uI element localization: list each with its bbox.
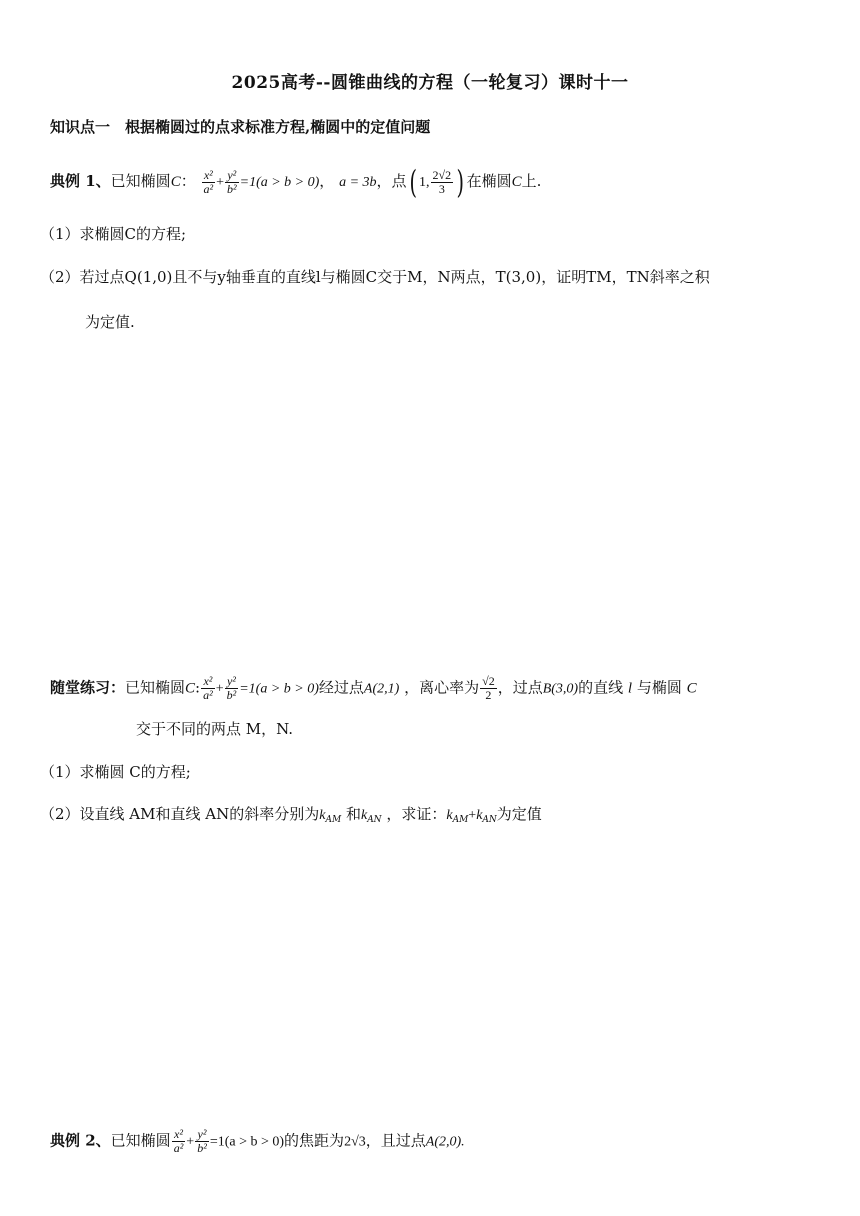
subscript-am: AM — [325, 815, 342, 825]
plus-sign: + — [215, 681, 224, 697]
plus-sign: + — [186, 1134, 195, 1150]
practice-text: ，过点 — [497, 678, 543, 697]
ellipse-symbol: C — [511, 174, 522, 190]
slope-symbol: k — [319, 808, 326, 823]
fraction-x: $\frac{\text{x²}}{\text{a²}}$ — [203, 674, 213, 702]
example1-text: 已知椭圆 — [110, 172, 171, 190]
left-paren: ( — [409, 163, 417, 201]
line-symbol: l — [627, 680, 633, 697]
right-paren: ) — [456, 163, 465, 201]
practice-q2-text: 为定值 — [496, 805, 542, 823]
fraction-x: $\frac{\text{x²}}{\text{a²}}$ — [203, 167, 214, 196]
equation-tail: =1(a > b > 0) — [239, 681, 319, 697]
practice-statement — [50, 675, 697, 702]
ellipse-symbol: C — [686, 680, 697, 697]
equation-tail: =1(a > b > 0) — [239, 175, 320, 190]
eccentricity-fraction: $\frac{√2}{2}$ — [482, 674, 495, 702]
subscript-am: AM — [452, 815, 469, 825]
example2-statement — [50, 1128, 465, 1155]
fraction-y: $\frac{\text{y²}}{\text{b²}}$ — [197, 1127, 207, 1155]
point-b: B(3,0) — [542, 681, 579, 697]
ellipse-symbol: C — [185, 680, 196, 697]
plus-sign: + — [216, 175, 225, 190]
subscript-an: AN — [367, 815, 382, 825]
practice-text: ，离心率为 — [404, 678, 480, 697]
example2-text: ，且过点 — [365, 1131, 426, 1150]
slope-symbol: k — [446, 808, 453, 823]
practice-text: 已知椭圆 — [125, 678, 186, 697]
subscript-an: AN — [482, 815, 497, 825]
practice-text: 与椭圆 — [636, 678, 682, 697]
example1-question2-line2: 为定值. — [85, 313, 135, 331]
example1-question2-line1: （2）若过点Q(1,0)且不与y轴垂直的直线l与椭圆C交于M，N两点，T(3,0)，证明TM，TN斜率之积 — [40, 268, 710, 286]
practice-text: 经过点 — [318, 678, 364, 697]
colon: : — [195, 678, 201, 697]
example1-label: 典例 1、 — [50, 172, 111, 190]
colon: ： — [180, 172, 196, 190]
plus-sign: + — [468, 808, 477, 823]
practice-label: 随堂练习： — [50, 678, 126, 697]
example1-statement — [50, 163, 542, 201]
practice-question2 — [40, 802, 542, 832]
practice-q2-text: 和 — [345, 805, 361, 823]
example1-text: 在椭圆 — [466, 172, 512, 190]
practice-q2-text: （2）设直线 AM和直线 AN的斜率分别为 — [40, 805, 320, 823]
practice-statement-line2: 交于不同的两点 M，N. — [136, 720, 294, 738]
fraction-y: $\frac{\text{y²}}{\text{b²}}$ — [227, 167, 237, 196]
example1-text: 上. — [521, 172, 542, 190]
practice-text: 的直线 — [578, 678, 624, 697]
practice-q2-text: ，求证： — [386, 805, 447, 823]
fraction-y: $\frac{\text{y²}}{\text{b²}}$ — [226, 674, 237, 702]
condition: a = 3b — [339, 175, 377, 190]
focal-length: 2√3 — [344, 1134, 366, 1150]
example1-question1: （1）求椭圆C的方程; — [40, 225, 187, 243]
slope-symbol: k — [360, 808, 368, 823]
example1-text: ，点 — [376, 172, 407, 190]
point-a: A(2,1) — [363, 681, 400, 697]
practice-question1: （1）求椭圆 C的方程; — [40, 763, 191, 781]
example2-text: 已知椭圆 — [110, 1131, 171, 1150]
slope-symbol: k — [476, 808, 483, 823]
section-heading: 知识点一 根据椭圆过的点求标准方程,椭圆中的定值问题 — [50, 118, 431, 136]
comma: ， — [319, 172, 335, 190]
point-coord: 1, — [419, 175, 430, 190]
example2-label: 典例 2、 — [50, 1131, 111, 1150]
fraction-x: $\frac{\text{x²}}{\text{a²}}$ — [173, 1127, 184, 1155]
page-title: 2025高考--圆锥曲线的方程（一轮复习）课时十一 — [231, 73, 629, 93]
equation-tail: =1(a > b > 0) — [209, 1134, 285, 1150]
example2-text: 的焦距为 — [284, 1131, 345, 1150]
ellipse-symbol: C — [170, 174, 181, 190]
point-a: A(2,0). — [425, 1134, 465, 1150]
point-fraction: $\frac{2√2}{3}$ — [432, 167, 452, 196]
